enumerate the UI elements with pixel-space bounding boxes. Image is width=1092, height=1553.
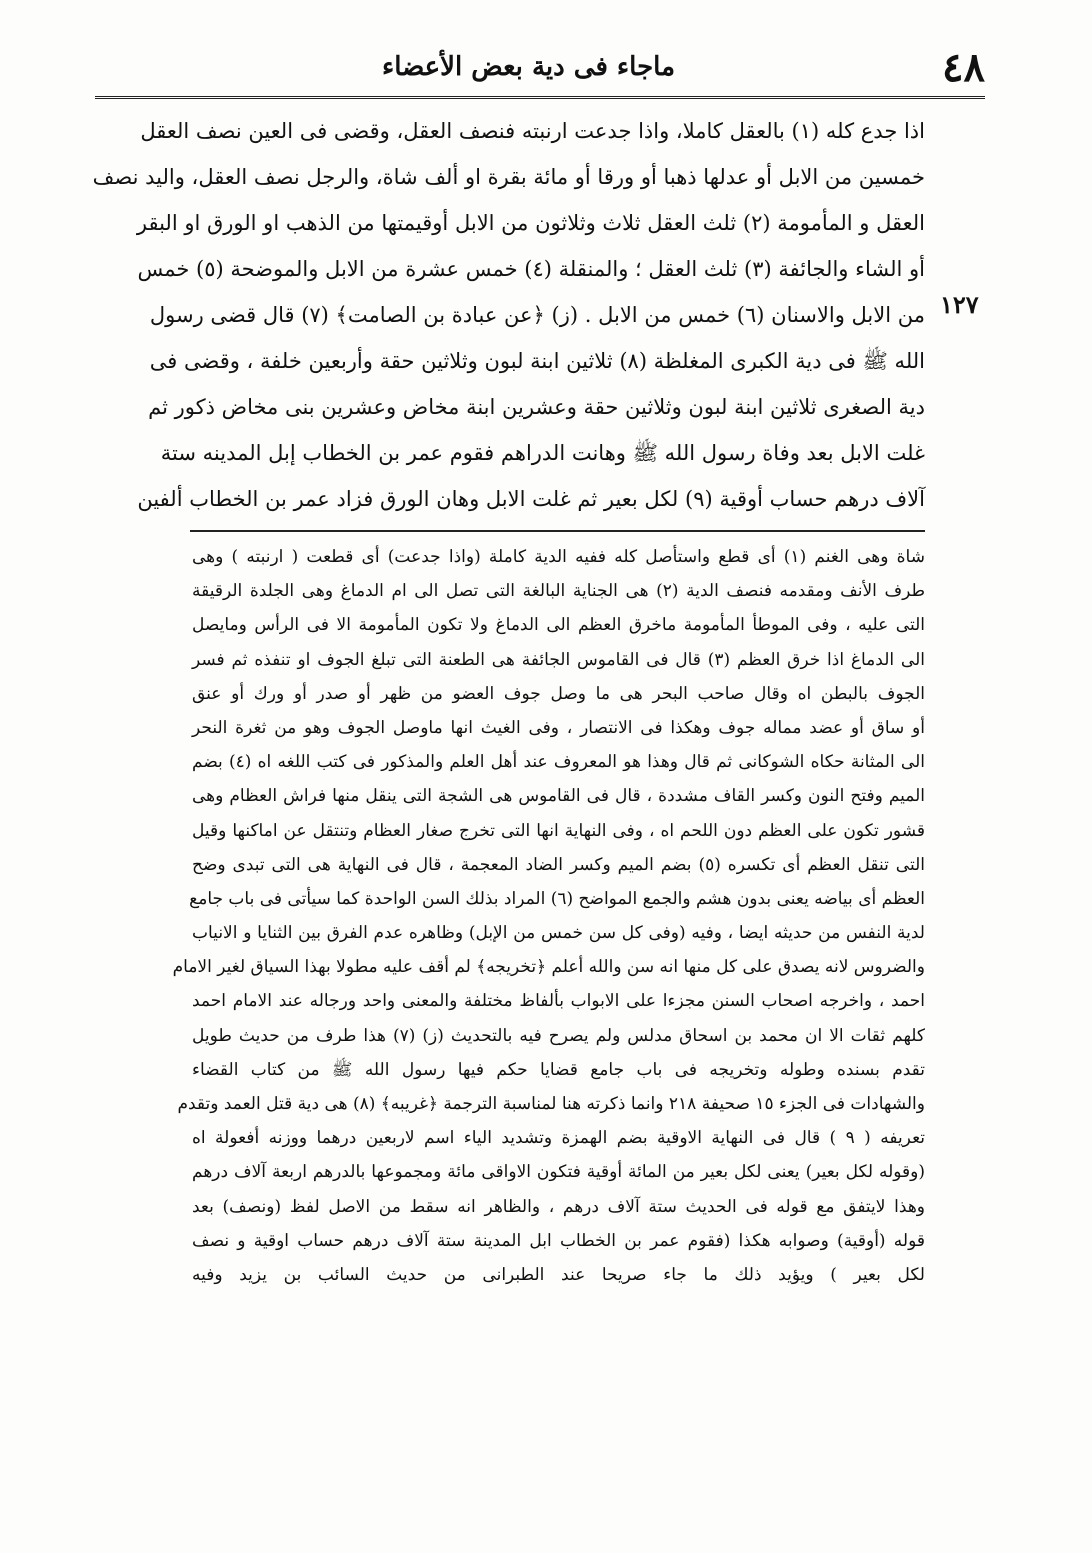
main-line: خمسين من الابل أو عدلها ذهبا أو ورقا أو مائة بقرة او ألف شاة، والرجل نصف العقل، واليد نصف [92,165,925,189]
footnote-line: العظم أى بياضه يعنى بدون هشم والجمع المواضح (٦) المراد بذلك السن الواحدة كما سيأتى فى باب جامع [189,888,925,909]
footnote-line: الجوف بالبطن اه وقال صاحب البحر هى ما وصل جوف العضو من ظهر أو صدر أو ورك أو عنق [192,683,925,704]
footnote-line: وهذا لايتفق مع قوله فى الحديث ستة آلاف درهم ، والظاهر انه سقط من الاصل لفظ (ونصف) بعد [192,1196,925,1217]
main-line: اذا جدع كله (١) بالعقل كاملا، واذا جدعت ارنبته فنصف العقل، وقضى فى العين نصف العقل [140,119,925,143]
footnote-line: قوله (أوقية) وصوابه هكذا (فقوم عمر بن الخطاب ابل المدينة ستة آلاف درهم حساب اوقية و نصف [192,1230,925,1251]
footnote-line: والشهادات فى الجزء ١٥ صحيفة ٢١٨ وانما ذكرته هنا لمناسبة الترجمة ﴿غريبه﴾ (٨) هى دية قتل العمد وتقدم [177,1094,925,1114]
footnote-line: قشور تكون على العظم دون اللحم اه ، وفى النهاية انها التى تخرج صغار العظام وتنتقل عن اماكنها وقيل [192,820,925,841]
footnote-line: احمد ، واخرجه اصحاب السنن مجزءا على الابواب بألفاظ مختلفة والمعنى واحد ورجاله عند الامام احمد [192,991,925,1012]
main-line: غلت الابل بعد وفاة رسول الله ﷺ وهانت الدراهم فقوم عمر بن الخطاب إبل المدينه ستة [160,441,925,465]
footnote-line: تعريفه ( ٩ ) قال فى النهاية الاوقية بضم الهمزة وتشديد الياء اسم لاربعين درهما ووزنه أفعولة اه [192,1128,925,1149]
footnote-line: طرف الأنف ومقدمه فنصف الدية (٢) هى الجناية البالغة التى تصل الى ام الدماغ وهى الجلدة الرقيقة [192,581,925,602]
main-line: من الابل والاسنان (٦) خمس من الابل . (ز) ﴿عن عبادة بن الصامت﴾ (٧) قال قضى رسول [149,303,925,327]
footnotes [172,540,926,1292]
footnote-line: التى عليه ، وفى الموطأ المأمومة ماخرق العظم الى الدماغ ولا تكون المأمومة الا فى الرأس ومايصل [192,615,925,636]
page-header [90,40,985,100]
footnote-line: الميم وفتح النون وكسر القاف مشددة ، قال فى القاموس هى الشجة التى ينقل منها فراش العظام وهى [192,786,925,807]
footnote-line: والضروس لانه يصدق على كل منها انه سن والله أعلم ﴿تخريجه﴾ لم أقف عليه مطولا بهذا السياق لغير الامام [172,957,925,978]
footnote-line: (وقوله لكل بعير) يعنى لكل بعير من المائة أوقية فتكون الاواقى مائة ومجموعها بالدرهم اربعة آلاف درهم [192,1162,925,1183]
header-rule [95,96,985,99]
main-line: العقل و المأمومة (٢) ثلث العقل ثلاث وثلاثون من الابل أوقيمتها من الذهب او الورق او البقر [136,211,925,235]
footnote-line: التى تنقل العظم أى تكسره (٥) بضم الميم وكسر الضاد المعجمة ، قال فى النهاية هى التى تبدى وضح [192,854,925,875]
main-line: آلاف درهم حساب أوقية (٩) لكل بعير ثم غلت الابل وهان الورق فزاد عمر بن الخطاب ألفين [137,487,925,511]
footnote-line: الى الدماغ اذا خرق العظم (٣) قال فى القاموس الجائفة هى الطعنة التى تبلغ الجوف او تنفذه ثم فسر [192,649,925,670]
footnote-line: لكل بعير ) ويؤيد ذلك ما جاء صريحا عند الطبرانى من حديث السائب بن يزيد وفيه [192,1264,925,1285]
footnote-line: تقدم بسنده وطوله وتخريجه فى باب جامع قضايا حكم فيها رسول الله ﷺ من كتاب القضاء [192,1059,925,1080]
running-title: ماجاء فى دية بعض الأعضاء [381,52,675,82]
footnote-divider [190,530,925,532]
footnote-line: أو ساق أو عضد مماله جوف وهكذا فى الانتصار ، وفى الغيث انها ماوصل الجوف وهو من ثغرة النحر [192,717,925,738]
footnote-line: كلهم ثقات الا ان محمد بن اسحاق مدلس ولم يصرح فيه بالتحديث (ز) (٧) هذا طرف من حديث طويل [192,1025,925,1046]
main-line: أو الشاء والجائفة (٣) ثلث العقل ؛ والمنقلة (٤) خمس عشرة من الابل والموضحة (٥) خمس [137,257,925,281]
main-line: الله ﷺ فى دية الكبرى المغلظة (٨) ثلاثين ابنة لبون وثلاثين حقة وأربعين خلفة ، وقضى فى [149,349,925,373]
hadith-number: ١٢٧ [940,290,979,319]
main-text [92,108,925,522]
footnote-line: الى المثانة حكاه الشوكانى ثم قال وهذا هو المعروف عند أهل العلم والمذكور فى كتب اللغه اه (٤) بضم [192,752,926,773]
footnote-line: لدية النفس من حديثه ايضا ، وفيه (وفى كل سن خمس من الإبل) وظاهره عدم الفرق بين الثنايا و الانياب [192,923,925,944]
footnote-line: شاة وهى الغنم (١) أى قطع واستأصل كله ففيه الدية كاملة (واذا جدعت) أى قطعت ( ارنبته ) وهى [192,547,925,567]
main-line: دية الصغرى ثلاثين ابنة لبون وثلاثين حقة وعشرين ابنة مخاض وعشرين بنى مخاض ذكور ثم [148,395,925,419]
page-number: ٤٨ [942,44,985,91]
